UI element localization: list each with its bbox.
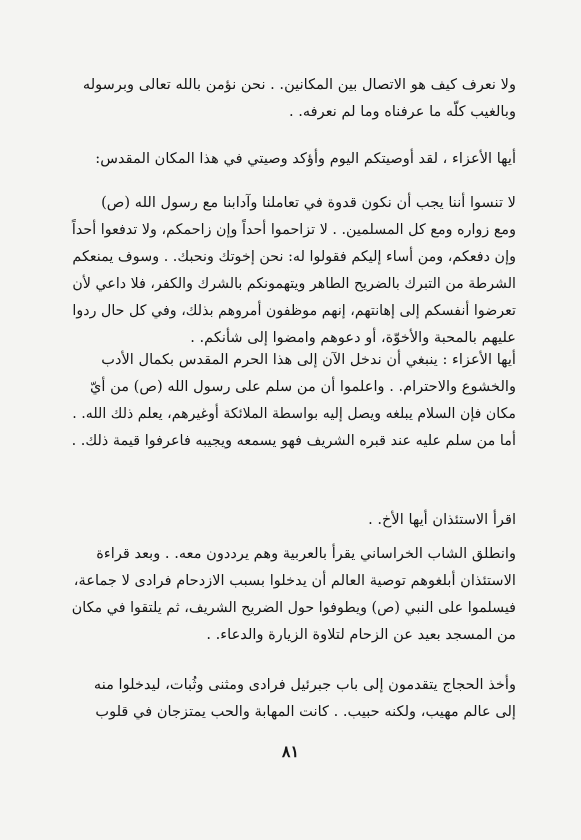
paragraph-3: [72, 189, 516, 351]
text-line: أيها الأعزاء : ينبغي أن ندخل الآن إلى هذا الحرم المقدس بكمال الأدب: [101, 351, 516, 368]
paragraph-6: [72, 540, 516, 648]
text-line: والخشوع والاحترام. . واعلموا أن من سلم على رسول الله (ص) من أيّ: [89, 378, 516, 395]
text-line: لا تنسوا أننا يجب أن نكون قدوة في تعاملنا وآدابنا مع رسول الله (ص): [101, 194, 516, 211]
text-line: الشرطة من التبرك بالضريح الطاهر ويتهمونكم بالشرك والكفر، فلا داعي لأن: [72, 275, 516, 292]
text-line: تعرضوا أنفسكم إلى إهانتهم، إنهم موظفون أمروهم بذلك، وفي كل حال ردوا: [72, 302, 517, 319]
page-number: ٨١: [281, 742, 300, 761]
text-line: مكان فإن السلام يبلغه ويصل إليه بواسطة الملائكة أوغيرهم، يعلم ذلك الله. .: [72, 405, 517, 422]
text-line: وبالغيب كلّه ما عرفناه وما لم نعرفه. .: [288, 103, 516, 120]
text-line: فيسلموا على النبي (ص) ويطوفوا حول الضريح الشريف، ثم يلتقوا في مكان: [71, 599, 517, 616]
text-line: وأخذ الحجاج يتقدمون إلى باب جبرئيل فرادى ومثنى وثُبات، ليدخلوا منه: [93, 676, 516, 693]
text-line: ولا نعرف كيف هو الاتصال بين المكانين. . نحن نؤمن بالله تعالى وبرسوله: [82, 76, 516, 93]
paragraph-4: [72, 346, 516, 454]
text-line: وانطلق الشاب الخراساني يقرأ بالعربية وهم يرددون معه. . وبعد قراءة: [96, 545, 516, 562]
paragraph-1: [72, 71, 516, 125]
paragraph-7: [72, 671, 516, 725]
text-line: الاستئذان أبلغوهم توصية العالم أن يدخلوا بسبب الازدحام فرادى لا جماعة،: [73, 572, 516, 589]
text-line: اقرأ الاستئذان أيها الأخ. .: [368, 511, 516, 528]
paragraph-5: [72, 506, 516, 533]
text-line: عليهم بالمحبة والأخوّة، أو دعوهم وامضوا إلى شأنكم. .: [190, 329, 516, 346]
text-line: من المسجد بعيد عن الزحام لتلاوة الزيارة والدعاء. .: [206, 626, 516, 643]
text-line: إلى عالم مهيب، ولكنه حبيب. . كانت المهابة والحب يمتزجان في قلوب: [95, 703, 516, 720]
paragraph-2: [72, 145, 516, 172]
text-line: وإن دفعكم، ومن أساء إليكم فقولوا له: نحن إخوتك ونحبك. . وسوف يمنعكم: [72, 248, 517, 265]
text-line: أما من سلم عليه عند قبره الشريف فهو يسمعه ويجيبه فاعرفوا قيمة ذلك. .: [71, 432, 516, 449]
text-line: ومع زواره ومع كل المسلمين. . لا تزاحموا أحداً وإن زاحمكم، ولا تدفعوا أحداً: [71, 221, 517, 238]
text-line: أيها الأعزاء ، لقد أوصيتكم اليوم وأؤكد وصيتي في هذا المكان المقدس:: [95, 150, 516, 167]
